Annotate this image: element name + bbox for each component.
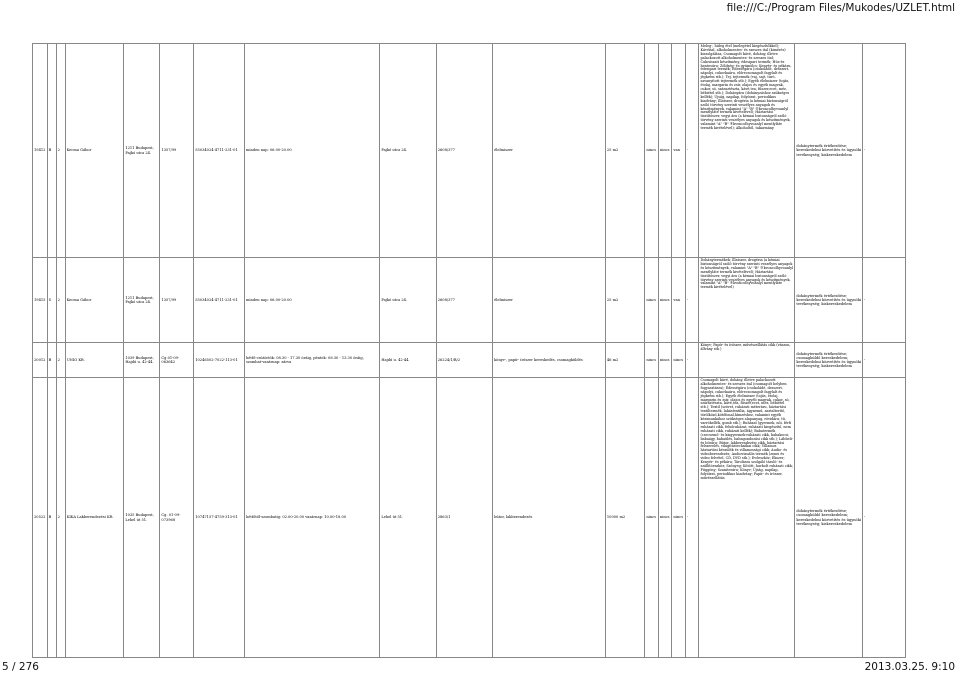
cell-class: B [47,44,56,258]
cell-note: - [863,44,906,258]
cell-shop-type: élelmiszer [493,44,606,258]
cell-registration: Cg. 01-09-073968 [160,378,194,658]
cell-flag-4: - [685,258,699,343]
cell-area: 25 m2 [605,258,644,343]
cell-class: B [47,343,56,378]
cell-owner-address: 1035 Budapest, Lehel út 51. [124,378,160,658]
cell-owner-address: 1211 Budapest, Pajkó utca 24. [124,258,160,343]
cell-flag-3: van [672,44,686,258]
cell-shop-type: könyv-, papír- írószer kereskedés, csomagküldés [493,343,606,378]
cell-tax-number: 10246502-7022-113-01 [194,343,245,378]
cell-flag-4: - [685,378,699,658]
cell-parcel-number: 2608/377 [436,44,492,258]
cell-flag-2: nincs [658,44,672,258]
cell-registration: 1357/99 [160,258,194,343]
store-registry-table [32,43,906,658]
cell-owner: Kecma Gábor [65,44,124,258]
cell-activity: dohánytermék értékesítése; kereskedelmi közvetítés és ügynöki tevékenység; kiskereskedelem [795,44,863,258]
cell-flag-2: nincs [658,378,672,658]
cell-activity: dohánytermék értékesítése; csomagküldő kereskedelem; kereskedelmi közvetítés és ügynöki tevékenység; kiskereskedelem [795,343,863,378]
print-timestamp: 2013.03.25. 9:10 [864,661,955,673]
cell-area: 25 m2 [605,44,644,258]
cell-type-code: 2 [56,258,65,343]
cell-id: 19415 [33,258,48,343]
cell-opening-hours: hétfőtől-szombatig: 02.00-20.00 vasárnap: 10.00-18.00 [244,378,379,658]
cell-opening-hours: minden nap: 06.00-20.00 [244,258,379,343]
cell-products: Csomagolt kávé, dohány, illetve palackozott alkoholmentes- és szeszes ital (csomagolt helyben fogyasztásra); Édességáru (csokoládé, desszert, nápolyi, cukorkaáru, előrecsomagolt fagylalt és jégkrém stb.); Egyéb élelmiszer (tojás, étolaj, margarin és zsír, olajos és egyéb magvak, cukor, só, száraztészta, kávé,tea, fűszer,ecet, méz, bébiétel stb.); Textil (szövet, ruházati méteráru, háztartási textiltermék, lakástextília, ágynemű, asztalterítő, törölköző,kötőfonal,hímzéshez, valamint egyéb kézimunkához szükséges alapanyag, rövidáru, tű, varrókellék, gomb stb.); Ruházat (gyermek, női, férfi ruházati cikk, felsőruházat, ruházati kiegészítő, nem ruházati cikk, ruházati kellék); Babatermék (csecsemő- és kisgyermek-ruházati cikk, babakocsi, babaágy, babaülés, babagondozási cikk stb.); Lábbeli- és bőráru; Bútor, lakberendezési cikk, háztartási felszerelés, világítástechnikai cikk; Villamos háztartási készülék és villamossági cikk; Audio- és videoberendezés; Audiovizuális termék (zenei és video felvétel, CD, DVD stb.); Evőeszköz; Ékszer; Kenyér- és pékáru; Tárolásra szolgáló tároló- és szállítóeszköz; Szőnyeg; Kötött, hurkolt ruházati cikk; Függöny; Szaniteráru; Könyv; Újság, napilap, folyóirat, periodikus kiadvány; Papír- és írószer, művészellátás [699,378,795,658]
cell-opening-hours: minden nap: 06.00-20.00 [244,44,379,258]
cell-note: - [863,258,906,343]
cell-tax-number: 55034024-4711-231-01 [194,258,245,343]
cell-type-code: 2 [56,44,65,258]
cell-id: 20012 [33,343,48,378]
cell-site-address: Hajdú u. 42-44. [380,343,436,378]
cell-id: 19412 [33,44,48,258]
cell-parcel-number: 2863/1 [436,378,492,658]
cell-flag-1: nincs [645,378,659,658]
cell-owner: KIKA Lakberendezési Kft. [65,378,124,658]
cell-flag-1: nincs [645,258,659,343]
cell-shop-type: bútor, lakberendezés [493,378,606,658]
cell-id: 20522 [33,378,48,658]
cell-registration: Cg.01-09-063642 [160,343,194,378]
table-row [33,378,906,658]
cell-shop-type: élelmiszer [493,258,606,343]
cell-registration: 1357/99 [160,44,194,258]
cell-note: - [863,343,906,378]
cell-owner: UNIO Kft. [65,343,124,378]
cell-owner-address: 1039 Budapest, Hajdú u. 42-44. [124,343,160,378]
cell-note: - [863,378,906,658]
cell-flag-1: nincs [645,343,659,378]
cell-flag-4: - [685,44,699,258]
table-row [33,258,906,343]
cell-site-address: Pajkó utca 24. [380,44,436,258]
cell-site-address: Lehel út 51. [380,378,436,658]
table-row [33,343,906,378]
cell-flag-2: nincs [658,343,672,378]
cell-flag-3: nincs [672,343,686,378]
cell-tax-number: 55034024-4711-231-01 [194,44,245,258]
cell-products: Könyv; Papír- és írószer, művészellátás cikk (vászon, állvány stb.) [699,343,795,378]
page-counter: 5 / 276 [2,661,39,673]
cell-flag-3: van [672,258,686,343]
cell-class: S [47,258,56,343]
cell-flag-2: nincs [658,258,672,343]
cell-tax-number: 10747157-4759-313-01 [194,378,245,658]
cell-activity: dohánytermék értékesítése; kereskedelmi közvetítés és ügynöki tevékenység; kiskereskedelem [795,258,863,343]
file-url: file:///C:/Program Files/Mukodes/UZLET.html [726,2,955,14]
cell-owner: Kecma Gábor [65,258,124,343]
cell-parcel-number: 2608/377 [436,258,492,343]
cell-products: Meleg-, hideg étel (melegétel kiegészítőkkel); Kávéital, alkoholmentes- és szeszes ital (kimérés) kiszolgálása; Csomagolt kávé, dohány, illetve palackozott alkoholmentes- és szeszes ital; Cukrászati készítmény, édesipari termék; Hús-és hentesáru; Zöldség- és gyümölcs; Kenyér- és pékáru, édesipari termék; Édességáru (csokoládé, desszert, nápolyi, cukorkaáru, előrecsomagolt fagylalt és jégkrém stb.); Tej, tejtermék (vaj, sajt, túró, savanyított tejtermék stb.); Egyéb élelmiszer (tojás, étolaj, margarin és zsír, olajos és egyéb magvak, cukor, só, száraztészta, kávé,tea, fűszer,ecet, méz, bébiétel stb.); Dohányáru (dohányzáshoz szükséges kellék); Újság, napilap, folyóirat, periodikus kiadvány; Illatszer, drogéria (a kémiai biztonságról szóló törvény szerinti veszélyes anyagok és készítmények, valamint "A" "B" ®kvoncolhyvoanlyl mentlyláte termék kivételével); Háztartási tisztítószer, vegyi áru (a kémiai biztonságról szóló törvény szerinti veszélyes anyagok és készítmények, valamint "A" "B" ®kvoncolhyvoanlyl mentlyláte termék kivételével); Alkoholtól, takarmány [699,44,795,258]
table-row [33,44,906,258]
cell-parcel-number: 26224/1/B/2 [436,343,492,378]
cell-area: 46 m2 [605,343,644,378]
cell-flag-1: nincs [645,44,659,258]
cell-activity: dohánytermék értékesítése; csomagküldő kereskedelem; kereskedelmi közvetítés és ügynöki tevékenység; kiskereskedelem [795,378,863,658]
cell-flag-3: nincs [672,378,686,658]
cell-class: B [47,378,56,658]
cell-area: 10000 m2 [605,378,644,658]
cell-opening-hours: hétfő-csütörtök: 08.30 - 17.30 óráig, péntek: 08.30 - 13.30 óráig, szombat-vasárnap: zárva [244,343,379,378]
cell-type-code: 2 [56,378,65,658]
cell-flag-4: - [685,343,699,378]
cell-site-address: Pajkó utca 24. [380,258,436,343]
cell-owner-address: 1211 Budapest, Pajkó utca 24. [124,44,160,258]
cell-products: Dohánytermékek; Illatszer, drogéria (a kémiai biztonságról szóló törvény szerinti veszélyes anyagok és készítmények, valamint "A" "B" ®kvoncolhyvoanlyl mentlyláte termék kivételével); Háztartási tisztítószer, vegyi áru (a kémiai biztonságról szóló törvény szerinti veszélyes anyagok és készítmények, valamint "A" "B" ®kvoncolhyvoanlyl mentlyláte termék kivételével) [699,258,795,343]
cell-type-code: 2 [56,343,65,378]
